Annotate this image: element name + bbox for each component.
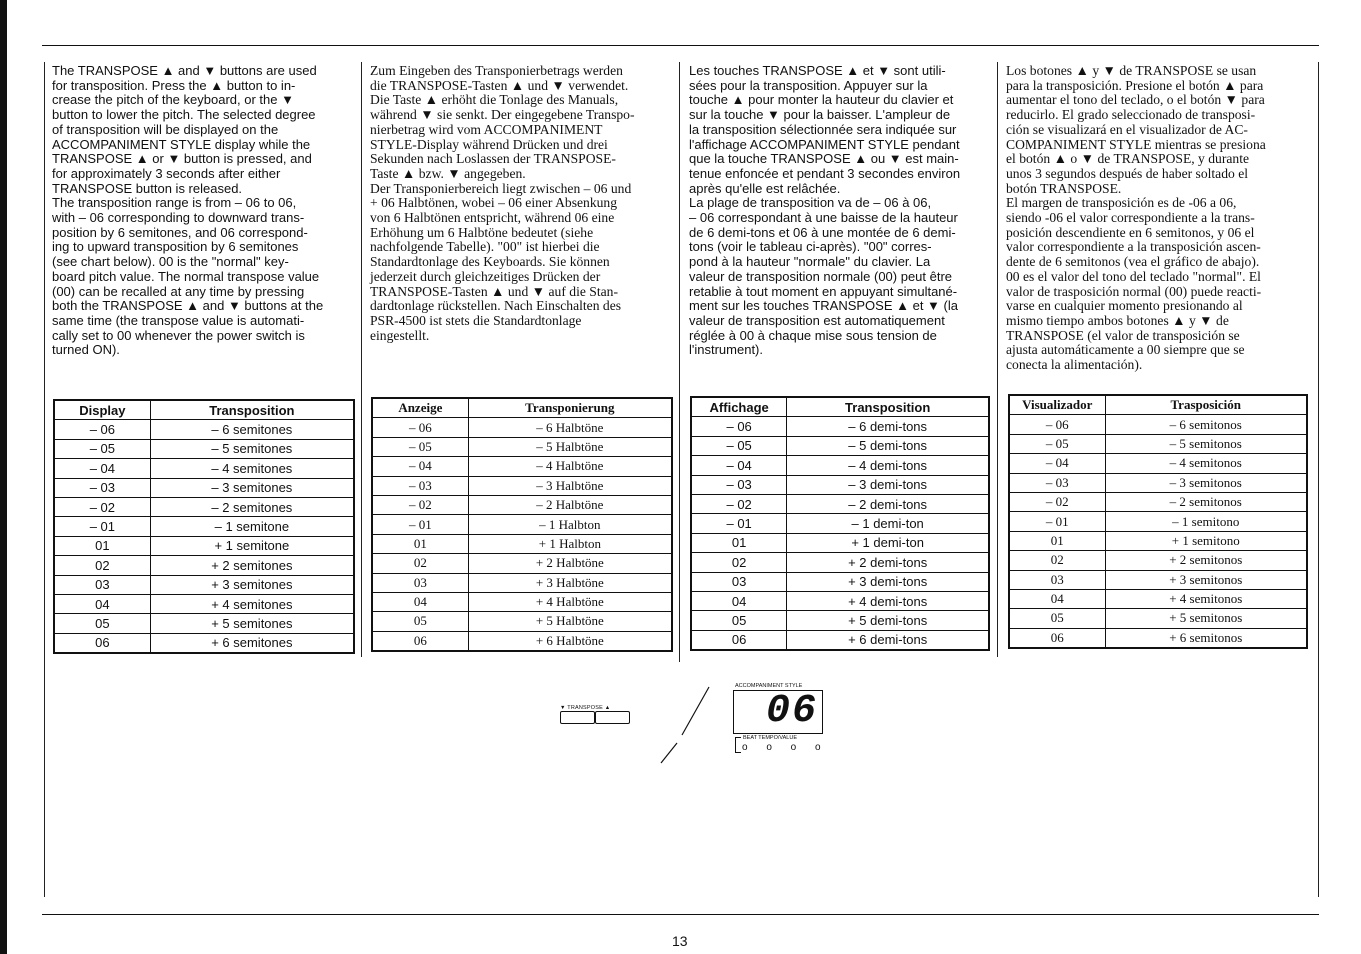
table-row — [372, 476, 672, 495]
table-cell: – 02 — [372, 495, 468, 514]
table-cell: + 1 semitone — [150, 536, 354, 555]
text-line: La plage de transposition va de – 06 à 06, — [689, 195, 932, 211]
table-row — [372, 495, 672, 514]
text-line: aumentar el tono del teclado, o el botón ▼ para — [1006, 92, 1265, 108]
table-cell: – 04 — [54, 459, 150, 478]
table-cell: 04 — [691, 591, 787, 610]
text-line: Die Taste ▲ erhöht die Tonlage des Manuals, — [370, 92, 619, 108]
german-column — [370, 64, 675, 343]
text-line: siendo -06 el valor correspondiente a la trans- — [1006, 210, 1255, 226]
text-line: Erhöhung um 6 Halbtöne bedeutet (siehe — [370, 224, 594, 240]
text-line: la transposition sélectionnée sera indiquée sur — [689, 121, 957, 137]
table-row — [54, 633, 354, 653]
table-cell: – 05 — [1009, 434, 1105, 453]
text-line: tenue enfoncée et pendant 3 secondes environ — [689, 165, 961, 181]
text-line: el botón ▲ o ▼ de TRANSPOSE, y durante — [1006, 151, 1250, 167]
table-cell: – 04 — [372, 457, 468, 476]
table-cell: + 5 Halbtöne — [468, 612, 672, 631]
text-line: de 6 demi-tons et 06 à une montée de 6 demi- — [689, 224, 956, 240]
table-header: Visualizador — [1009, 395, 1105, 415]
beat-tempo-label: BEAT TEMPO/VALUE — [743, 735, 797, 741]
table-cell: + 1 demi-ton — [787, 533, 989, 552]
text-line: ing to upward transposition by 6 semitones — [52, 239, 299, 255]
text-line: PSR-4500 ist stets die Standardtonlage — [370, 312, 582, 328]
text-line: mismo tiempo ambos botones ▲ y ▼ de — [1006, 312, 1229, 328]
table-row — [54, 556, 354, 575]
table-row — [691, 553, 989, 572]
table-cell: – 2 demi-tons — [787, 494, 989, 513]
table-cell: + 3 Halbtöne — [468, 573, 672, 592]
text-line: sur la touche ▼ pour la baisser. L'ampleur de — [689, 107, 951, 123]
text-line: l'affichage ACCOMPANIMENT STYLE pendant — [689, 136, 960, 152]
transpose-table-spanish — [1008, 394, 1308, 649]
text-line: The TRANSPOSE ▲ and ▼ buttons are used — [52, 63, 317, 78]
column-divider — [679, 62, 680, 662]
table-cell: – 02 — [1009, 492, 1105, 511]
table-cell: 01 — [54, 536, 150, 555]
table-cell: – 04 — [691, 456, 787, 475]
table-header-row — [1009, 395, 1307, 415]
table-cell: + 1 semitono — [1105, 531, 1307, 550]
accompaniment-style-label: ACCOMPANIMENT STYLE — [735, 683, 803, 689]
text-line: Zum Eingeben des Transponierbetrags werden — [370, 63, 623, 78]
table-cell: – 2 semitones — [150, 497, 354, 516]
page-number: 13 — [672, 933, 688, 949]
table-cell: 02 — [372, 554, 468, 573]
separator-slash — [655, 685, 715, 765]
text-line: Sekunden nach Loslassen der TRANSPOSE- — [370, 151, 616, 167]
text-line: Les touches TRANSPOSE ▲ et ▼ sont utili- — [689, 63, 946, 78]
table-row — [54, 575, 354, 594]
table-cell: 03 — [1009, 570, 1105, 589]
table-cell: 05 — [691, 611, 787, 630]
text-line: TRANSPOSE button is released. — [52, 180, 243, 196]
table-cell: + 2 Halbtöne — [468, 554, 672, 573]
table-cell: 06 — [372, 631, 468, 651]
table-cell: – 3 semitonos — [1105, 473, 1307, 492]
table-cell: + 5 semitones — [150, 614, 354, 633]
table-cell: – 03 — [1009, 473, 1105, 492]
table-cell: – 4 semitonos — [1105, 454, 1307, 473]
column-divider — [1318, 62, 1319, 897]
table-cell: + 3 semitonos — [1105, 570, 1307, 589]
text-line: Taste ▲ bzw. ▼ angegeben. — [370, 165, 526, 181]
table-cell: – 02 — [54, 497, 150, 516]
text-line: TRANSPOSE-Tasten ▲ und ▼ auf die Stan- — [370, 283, 618, 299]
table-cell: – 3 demi-tons — [787, 475, 989, 494]
table-cell: – 06 — [1009, 415, 1105, 434]
table-cell: 03 — [54, 575, 150, 594]
table-row — [1009, 415, 1307, 434]
table-cell: 01 — [1009, 531, 1105, 550]
text-line: touche ▲ pour monter la hauteur du clavier et — [689, 92, 954, 108]
table-cell: 03 — [372, 573, 468, 592]
table-cell: – 03 — [372, 476, 468, 495]
text-line: pond à la hauteur "normale" du clavier. La — [689, 254, 931, 270]
table-row — [1009, 628, 1307, 648]
table-cell: – 3 Halbtöne — [468, 476, 672, 495]
table-row — [691, 417, 989, 436]
text-line: valor de trasposición normal (00) puede reacti- — [1006, 283, 1262, 299]
text-line: cally set to 00 whenever the power switch is — [52, 327, 305, 343]
table-header: Affichage — [691, 397, 787, 417]
table-header-row — [372, 398, 672, 418]
table-row — [691, 456, 989, 475]
table-cell: – 6 demi-tons — [787, 417, 989, 436]
table-row — [372, 534, 672, 553]
text-line: während ▼ sie senkt. Der eingegebene Transpo- — [370, 107, 635, 123]
text-line: board pitch value. The normal transpose value — [52, 268, 320, 284]
text-line: Standardtonlage des Keyboards. Sie können — [370, 254, 610, 270]
text-line: 00 es el valor del tono del teclado "normal". El — [1006, 268, 1261, 284]
table-cell: + 6 demi-tons — [787, 630, 989, 650]
text-line: que la touche TRANSPOSE ▲ ou ▼ est main- — [689, 151, 959, 167]
table-row — [1009, 512, 1307, 531]
table-row — [54, 439, 354, 458]
text-line: botón TRANSPOSE. — [1006, 180, 1122, 196]
table-cell: + 6 Halbtöne — [468, 631, 672, 651]
text-line: unos 3 segundos después de haber soltado el — [1006, 165, 1248, 181]
english-column — [52, 64, 357, 358]
table-cell: – 01 — [372, 515, 468, 534]
table-row — [54, 594, 354, 613]
table-cell: + 4 semitonos — [1105, 589, 1307, 608]
table-cell: 04 — [54, 594, 150, 613]
text-line: crease the pitch of the keyboard, or the ▼ — [52, 92, 294, 108]
table-row — [54, 517, 354, 536]
table-cell: – 03 — [691, 475, 787, 494]
accompaniment-style-display — [733, 690, 823, 734]
table-row — [1009, 473, 1307, 492]
table-cell: – 04 — [1009, 454, 1105, 473]
table-row — [1009, 589, 1307, 608]
table-cell: + 3 semitones — [150, 575, 354, 594]
table-cell: – 1 semitone — [150, 517, 354, 536]
table-cell: + 4 Halbtöne — [468, 592, 672, 611]
table-cell: 06 — [1009, 628, 1105, 648]
text-line: para la transposición. Presione el botón ▲ para — [1006, 77, 1264, 93]
table-cell: 02 — [1009, 551, 1105, 570]
text-line: sées pour la transposition. Appuyer sur la — [689, 77, 928, 93]
transpose-up-button — [595, 711, 630, 724]
table-cell: + 6 semitones — [150, 633, 354, 653]
table-cell: – 1 semitono — [1105, 512, 1307, 531]
indicator-dots: o o o o — [742, 742, 829, 753]
table-cell: 02 — [54, 556, 150, 575]
text-line: reducirlo. El grado seleccionado de transposi- — [1006, 107, 1256, 123]
table-row — [54, 420, 354, 439]
text-line: ción se visualizará en el visualizador de AC- — [1006, 121, 1248, 137]
table-cell: – 2 Halbtöne — [468, 495, 672, 514]
table-row — [691, 591, 989, 610]
table-cell: + 2 semitones — [150, 556, 354, 575]
text-line: TRANSPOSE ▲ or ▼ button is pressed, and — [52, 151, 312, 167]
table-header: Transposition — [150, 400, 354, 420]
text-line: TRANSPOSE (el valor de transposición se — [1006, 327, 1240, 343]
table-row — [1009, 531, 1307, 550]
column-divider — [44, 62, 45, 897]
text-line: for transposition. Press the ▲ button to in- — [52, 77, 296, 93]
transpose-table-german — [371, 397, 673, 652]
transpose-down-button — [560, 711, 595, 724]
text-line: – 06 correspondant à une baisse de la hauteur — [689, 210, 958, 226]
table-row — [372, 515, 672, 534]
text-line: ajusta automáticamente a 00 siempre que se — [1006, 342, 1245, 358]
text-line: l'instrument). — [689, 342, 764, 358]
text-line: ACCOMPANIMENT STYLE display while the — [52, 136, 311, 152]
text-line: après qu'elle est relâchée. — [689, 180, 841, 196]
table-cell: – 05 — [54, 439, 150, 458]
text-line: button to lower the pitch. The selected degree — [52, 107, 316, 123]
spanish-column — [1006, 64, 1316, 373]
table-row — [691, 514, 989, 533]
table-cell: – 3 semitones — [150, 478, 354, 497]
table-row — [691, 494, 989, 513]
text-line: varse en cualquier momento presionando al — [1006, 298, 1243, 314]
text-line: (see chart below). 00 is the "normal" key- — [52, 254, 289, 270]
table-row — [372, 554, 672, 573]
table-row — [372, 573, 672, 592]
text-line: nachfolgende Tabelle). "00" ist hierbei die — [370, 239, 600, 255]
text-line: eingestellt. — [370, 327, 430, 343]
table-cell: 06 — [691, 630, 787, 650]
table-cell: 03 — [691, 572, 787, 591]
table-cell: – 1 demi-ton — [787, 514, 989, 533]
table-cell: + 3 demi-tons — [787, 572, 989, 591]
text-line: STYLE-Display während Drücken und drei — [370, 136, 608, 152]
text-line: (00) can be recalled at any time by pressing — [52, 283, 305, 299]
table-row — [1009, 570, 1307, 589]
table-cell: – 01 — [1009, 512, 1105, 531]
table-row — [1009, 492, 1307, 511]
table-cell: – 5 semitonos — [1105, 434, 1307, 453]
text-line: réglée à 00 à chaque mise sous tension de — [689, 327, 937, 343]
table-cell: 04 — [1009, 589, 1105, 608]
table-cell: + 2 semitonos — [1105, 551, 1307, 570]
table-row — [691, 475, 989, 494]
transpose-label: ▼ TRANSPOSE ▲ — [560, 705, 611, 711]
text-line: jederzeit durch gleichzeitiges Drücken der — [370, 268, 601, 284]
table-header: Anzeige — [372, 398, 468, 418]
text-line: nierbetrag wird vom ACCOMPANIMENT — [370, 121, 603, 137]
transpose-table-french — [690, 396, 990, 651]
table-row — [54, 478, 354, 497]
table-cell: 01 — [691, 533, 787, 552]
text-line: tons (voir le tableau ci-après). "00" corres- — [689, 239, 932, 255]
table-cell: + 2 demi-tons — [787, 553, 989, 572]
table-cell: 04 — [372, 592, 468, 611]
text-line: valor correspondiente a la transposición ascen- — [1006, 239, 1261, 255]
table-cell: – 4 demi-tons — [787, 456, 989, 475]
text-line: position by 6 semitones, and 06 correspond- — [52, 224, 308, 240]
table-row — [1009, 551, 1307, 570]
table-row — [691, 630, 989, 650]
table-row — [1009, 454, 1307, 473]
table-row — [691, 611, 989, 630]
table-row — [691, 572, 989, 591]
text-line: + 06 Halbtönen, wobei – 06 einer Absenkung — [370, 195, 618, 211]
text-line: dardtonlage rückstellen. Nach Einschalten des — [370, 298, 622, 314]
text-line: retablie à tout moment en appuyant simultané- — [689, 283, 958, 299]
table-row — [372, 437, 672, 456]
text-line: COMPANIMENT STYLE mientras se presiona — [1006, 136, 1266, 152]
table-row — [54, 536, 354, 555]
text-line: die TRANSPOSE-Tasten ▲ und ▼ verwendet. — [370, 77, 629, 93]
text-line: dente de 6 semitonos (vea el gráfico de abajo). — [1006, 254, 1260, 270]
text-line: ment sur les touches TRANSPOSE ▲ et ▼ (la — [689, 298, 958, 314]
table-cell: – 6 Halbtöne — [468, 418, 672, 437]
table-cell: – 06 — [691, 417, 787, 436]
table-row — [691, 533, 989, 552]
table-row — [691, 436, 989, 455]
text-line: Der Transponierbereich liegt zwischen – 06 und — [370, 180, 632, 196]
table-cell: – 1 Halbton — [468, 515, 672, 534]
table-row — [54, 497, 354, 516]
table-cell: – 05 — [691, 436, 787, 455]
table-cell: 06 — [54, 633, 150, 653]
table-cell: 05 — [54, 614, 150, 633]
table-cell: – 06 — [54, 420, 150, 439]
table-row — [372, 592, 672, 611]
table-cell: – 5 semitones — [150, 439, 354, 458]
table-header: Trasposición — [1105, 395, 1307, 415]
table-cell: – 05 — [372, 437, 468, 456]
column-divider — [361, 62, 362, 657]
table-cell: + 4 demi-tons — [787, 591, 989, 610]
column-divider — [997, 62, 998, 657]
indicator-bracket — [735, 737, 741, 753]
text-line: El margen de transposición es de -06 a 06, — [1006, 195, 1237, 211]
text-line: conecta la alimentación). — [1006, 357, 1143, 373]
table-cell: – 5 Halbtöne — [468, 437, 672, 456]
left-edge-bar — [0, 0, 7, 954]
display-value: 06 — [765, 689, 818, 734]
table-row — [1009, 434, 1307, 453]
table-cell: – 01 — [54, 517, 150, 536]
table-cell: – 01 — [691, 514, 787, 533]
text-line: Los botones ▲ y ▼ de TRANSPOSE se usan — [1006, 63, 1257, 78]
text-line: with – 06 corresponding to downward trans- — [52, 210, 305, 226]
table-cell: – 06 — [372, 418, 468, 437]
table-header: Transposition — [787, 397, 989, 417]
table-row — [372, 612, 672, 631]
table-cell: – 6 semitonos — [1105, 415, 1307, 434]
table-cell: 01 — [372, 534, 468, 553]
table-cell: + 4 semitones — [150, 594, 354, 613]
table-row — [372, 418, 672, 437]
table-cell: 05 — [1009, 609, 1105, 628]
text-line: for approximately 3 seconds after either — [52, 165, 281, 181]
table-cell: – 2 semitonos — [1105, 492, 1307, 511]
table-cell: – 4 Halbtöne — [468, 457, 672, 476]
top-rule — [42, 45, 1319, 46]
text-line: same time (the transpose value is automati- — [52, 312, 305, 328]
text-line: The transposition range is from – 06 to 06, — [52, 195, 297, 211]
table-header-row — [691, 397, 989, 417]
french-column — [689, 64, 994, 358]
table-cell: + 5 semitonos — [1105, 609, 1307, 628]
table-cell: – 02 — [691, 494, 787, 513]
text-line: posición descendiente en 6 semitonos, y 06 el — [1006, 224, 1255, 240]
text-line: both the TRANSPOSE ▲ and ▼ buttons at the — [52, 298, 324, 314]
table-cell: – 5 demi-tons — [787, 436, 989, 455]
table-row — [372, 631, 672, 651]
table-cell: 05 — [372, 612, 468, 631]
table-header: Transponierung — [468, 398, 672, 418]
text-line: von 6 Halbtönen entspricht, während 06 eine — [370, 210, 615, 226]
table-header: Display — [54, 400, 150, 420]
table-cell: – 4 semitones — [150, 459, 354, 478]
transpose-table-english — [53, 399, 355, 654]
text-line: valeur de transposition normale (00) peut être — [689, 268, 953, 284]
table-header-row — [54, 400, 354, 420]
text-line: turned ON). — [52, 342, 120, 358]
table-row — [54, 459, 354, 478]
text-line: valeur de transposition est automatiquement — [689, 312, 945, 328]
table-row — [54, 614, 354, 633]
table-row — [1009, 609, 1307, 628]
table-cell: – 6 semitones — [150, 420, 354, 439]
table-cell: 02 — [691, 553, 787, 572]
table-cell: + 6 semitonos — [1105, 628, 1307, 648]
table-row — [372, 457, 672, 476]
table-cell: – 03 — [54, 478, 150, 497]
bottom-rule — [42, 914, 1319, 915]
table-cell: + 5 demi-tons — [787, 611, 989, 630]
table-cell: + 1 Halbton — [468, 534, 672, 553]
text-line: of transposition will be displayed on the — [52, 121, 279, 137]
